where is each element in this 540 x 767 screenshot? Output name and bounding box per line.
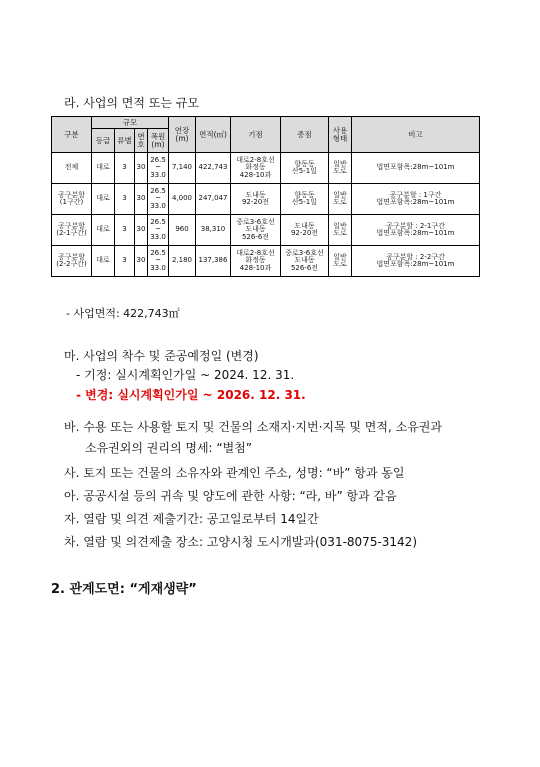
header-yeonjang: 연장(m)	[169, 117, 196, 153]
section-cha: 차. 열람 및 의견제출 장소: 고양시청 도시개발과(031-8075-3142)	[64, 535, 417, 549]
header-jongjeom: 종점	[281, 117, 329, 153]
cell-sayong: 일반 도로	[329, 153, 352, 184]
cell-deunggeup: 대로	[92, 184, 115, 215]
cell-bigo: 공구분할 : 2-1구간 법면포함폭:28m~101m	[352, 215, 480, 246]
header-gijeom: 기점	[231, 117, 281, 153]
header-gubun: 구분	[52, 117, 92, 153]
cell-myeonjeok: 137,386	[196, 246, 231, 277]
header-deunggeup: 등급	[92, 129, 115, 153]
cell-jongjeom: 도내동 92-20전	[281, 215, 329, 246]
cell-ryubyeol: 3	[115, 153, 135, 184]
cell-gijeom: 대로2-8호선 화정동 428-10과	[231, 246, 281, 277]
section-ja: 자. 열람 및 의견 제출기간: 공고일로부터 14일간	[64, 512, 319, 526]
section-ba-line1: 바. 수용 또는 사용할 토지 및 건물의 소재지·지번·지목 및 면적, 소유권과	[64, 420, 442, 434]
cell-pokwon: 26.5 ~ 33.0	[148, 215, 169, 246]
cell-yeonjang: 2,180	[169, 246, 196, 277]
cell-gubun: 공구분할 (2-2구간)	[52, 246, 92, 277]
cell-pokwon: 26.5 ~ 33.0	[148, 184, 169, 215]
cell-gijeom: 대로2-8호선 화정동 428-10과	[231, 153, 281, 184]
cell-bigo: 법면포함폭:28m~101m	[352, 153, 480, 184]
cell-gubun: 전체	[52, 153, 92, 184]
table-row	[52, 184, 480, 215]
cell-deunggeup: 대로	[92, 246, 115, 277]
cell-gubun: 공구분할 (1구간)	[52, 184, 92, 215]
cell-ryubyeol: 3	[115, 215, 135, 246]
table-row	[52, 215, 480, 246]
section-2-related-drawings: 2. 관계도면: “게재생략”	[51, 582, 197, 597]
section-a: 아. 공공시설 등의 귀속 및 양도에 관한 사항: “라, 바” 항과 같음	[64, 489, 397, 503]
header-scale: 규모	[92, 117, 169, 129]
cell-beonho: 30	[135, 184, 148, 215]
header-beonho: 번호	[135, 129, 148, 153]
section-sa: 사. 토지 또는 건물의 소유자와 관계인 주소, 성명: “바” 항과 동일	[64, 466, 405, 480]
table-row	[52, 153, 480, 184]
header-sayong: 사용형태	[329, 117, 352, 153]
project-area: - 사업면적: 422,743㎡	[66, 307, 180, 320]
cell-beonho: 30	[135, 246, 148, 277]
header-pokwon: 폭원(m)	[148, 129, 169, 153]
header-bigo: 비고	[352, 117, 480, 153]
cell-deunggeup: 대로	[92, 153, 115, 184]
section-ba-line2: 소유권외의 권리의 명세: “별첨”	[85, 441, 253, 455]
cell-jongjeom: 향동동 산5-1일	[281, 153, 329, 184]
cell-yeonjang: 960	[169, 215, 196, 246]
cell-yeonjang: 7,140	[169, 153, 196, 184]
project-scale-table	[51, 116, 480, 277]
cell-sayong: 일반 도로	[329, 215, 352, 246]
cell-gubun: 공구분할 (2-1구간)	[52, 215, 92, 246]
cell-sayong: 일반 도로	[329, 184, 352, 215]
cell-deunggeup: 대로	[92, 215, 115, 246]
cell-myeonjeok: 247,047	[196, 184, 231, 215]
changed-schedule: - 변경: 실시계획인가일 ~ 2026. 12. 31.	[76, 388, 306, 402]
cell-jongjeom: 중로3-6호선 도내동 526-6전	[281, 246, 329, 277]
cell-jongjeom: 향동동 산5-1일	[281, 184, 329, 215]
cell-myeonjeok: 38,310	[196, 215, 231, 246]
cell-pokwon: 26.5 ~ 33.0	[148, 246, 169, 277]
cell-yeonjang: 4,000	[169, 184, 196, 215]
cell-beonho: 30	[135, 153, 148, 184]
cell-gijeom: 도내동 92-20전	[231, 184, 281, 215]
section-ma-heading: 마. 사업의 착수 및 준공예정일 (변경)	[64, 349, 259, 363]
cell-ryubyeol: 3	[115, 246, 135, 277]
cell-beonho: 30	[135, 215, 148, 246]
cell-myeonjeok: 422,743	[196, 153, 231, 184]
cell-sayong: 일반 도로	[329, 246, 352, 277]
cell-bigo: 공구분할 : 2-2구간 법면포함폭:28m~101m	[352, 246, 480, 277]
existing-schedule: - 기정: 실시계획인가일 ~ 2024. 12. 31.	[76, 368, 295, 382]
table-row	[52, 246, 480, 277]
cell-gijeom: 중로3-6호선 도내동 526-6전	[231, 215, 281, 246]
header-ryubyeol: 류별	[115, 129, 135, 153]
cell-ryubyeol: 3	[115, 184, 135, 215]
cell-pokwon: 26.5 ~ 33.0	[148, 153, 169, 184]
header-myeonjeok: 면적(㎡)	[196, 117, 231, 153]
section-ra-heading: 라. 사업의 면적 또는 규모	[64, 96, 199, 110]
cell-bigo: 공구분할 : 1구간 법면포함폭:28m~101m	[352, 184, 480, 215]
